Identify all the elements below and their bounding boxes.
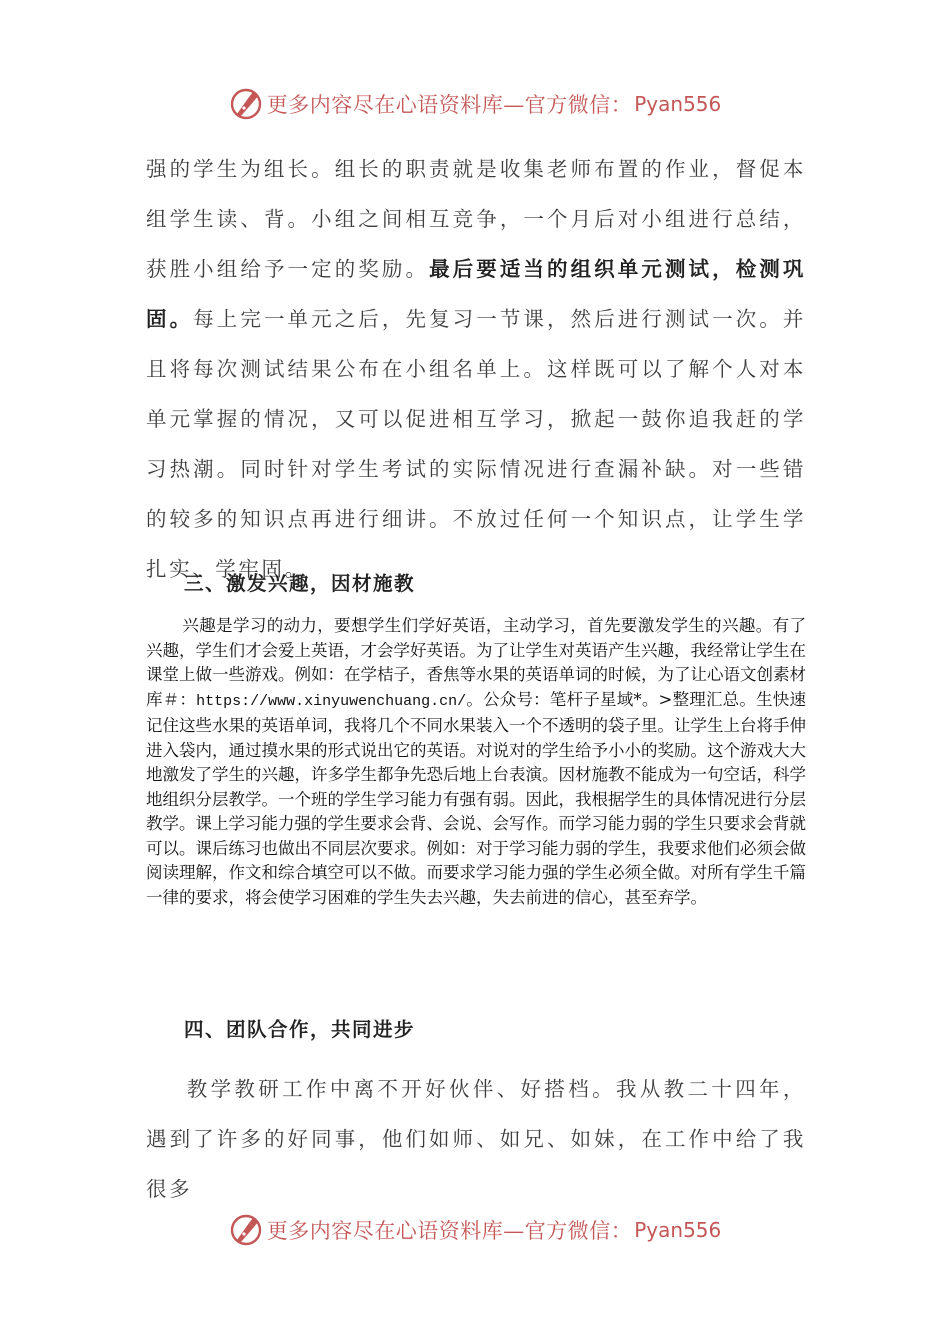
pen-nib-logo-icon xyxy=(229,87,263,121)
banner-text: 更多内容尽在心语资料库—官方微信： xyxy=(266,93,633,117)
banner-text: 更多内容尽在心语资料库—官方微信： xyxy=(266,1219,633,1243)
source-url-text: https://www.xinyuwenchuang.cn/ xyxy=(196,692,467,710)
body-paragraph-1 xyxy=(146,144,806,594)
paragraph-2-text-b: 。公众号：笔杆子星域*。>整理汇总。生快速记住这些水果的英语单词，我将几个不同水果装入一个不透明的袋子里。让学生上台将手伸进入袋内，通过摸水果的形式说出它的英语。对说对的学生给予小小的奖励。这个游戏大大地激发了学生的兴趣，许多学生都争先恐后地上台表演。因材施教不能成为一句空话，科学地组织分层教学。一个班的学生学习能力有强有弱。因此，我根据学生的具体情况进行分层教学。课上学习能力强的学生要求会背、会说、会写作。而学习能力弱的学生只要求会背就可以。课后练习也做出不同层次要求。例如：对于学习能力弱的学生，我要求他们必须会做阅读理解，作文和综合填空可以不做。而要求学习能力强的学生必须全做。对所有学生千篇一律的要求，将会使学习困难的学生失去兴趣，失去前进的信心，甚至弃学。 xyxy=(146,689,806,907)
banner-wechat-handle: Pyan556 xyxy=(634,92,722,116)
section-heading-4: 四、团队合作，共同进步 xyxy=(184,1018,416,1041)
banner-wechat-handle: Pyan556 xyxy=(634,1218,722,1242)
section-heading-3: 三、激发兴趣，因材施教 xyxy=(184,572,416,595)
paragraph-2-text-a: 兴趣是学习的动力，要想学生们学好英语，主动学习，首先要激发学生的兴趣。有了兴趣，学生们才会爱上英语，才会学好英语。为了让学生对英语产生兴趣，我经常让学生在课堂上做一些游戏。例如：在学桔子，香焦等水果的英语单词的时候，为了让心语文创素材库＃： xyxy=(146,616,806,709)
header-banner xyxy=(0,84,950,124)
body-paragraph-2 xyxy=(146,614,806,910)
paragraph-1-bold-emphasis: 最后要适当的组织单元测试，检测巩固。 xyxy=(146,257,806,331)
footer-banner xyxy=(0,1210,950,1250)
paragraph-1-text-a: 强的学生为组长。组长的职责就是收集老师布置的作业，督促本组学生读、背。小组之间相互竞争，一个月后对小组进行总结，获胜小组给予一定的奖励。 xyxy=(146,157,806,281)
body-paragraph-3 xyxy=(146,1064,806,1214)
pen-nib-logo-icon xyxy=(229,1213,263,1247)
paragraph-1-text-b: 每上完一单元之后，先复习一节课，然后进行测试一次。并且将每次测试结果公布在小组名单上。这样既可以了解个人对本单元掌握的情况，又可以促进相互学习，掀起一鼓你追我赶的学习热潮。同时针对学生考试的实际情况进行查漏补缺。对一些错的较多的知识点再进行细讲。不放过任何一个知识点，让学生学扎实、学牢固。 xyxy=(146,307,806,581)
paragraph-3-text: 教学教研工作中离不开好伙伴、好搭档。我从教二十四年，遇到了许多的好同事，他们如师、如兄、如妹，在工作中给了我很多 xyxy=(146,1077,806,1201)
